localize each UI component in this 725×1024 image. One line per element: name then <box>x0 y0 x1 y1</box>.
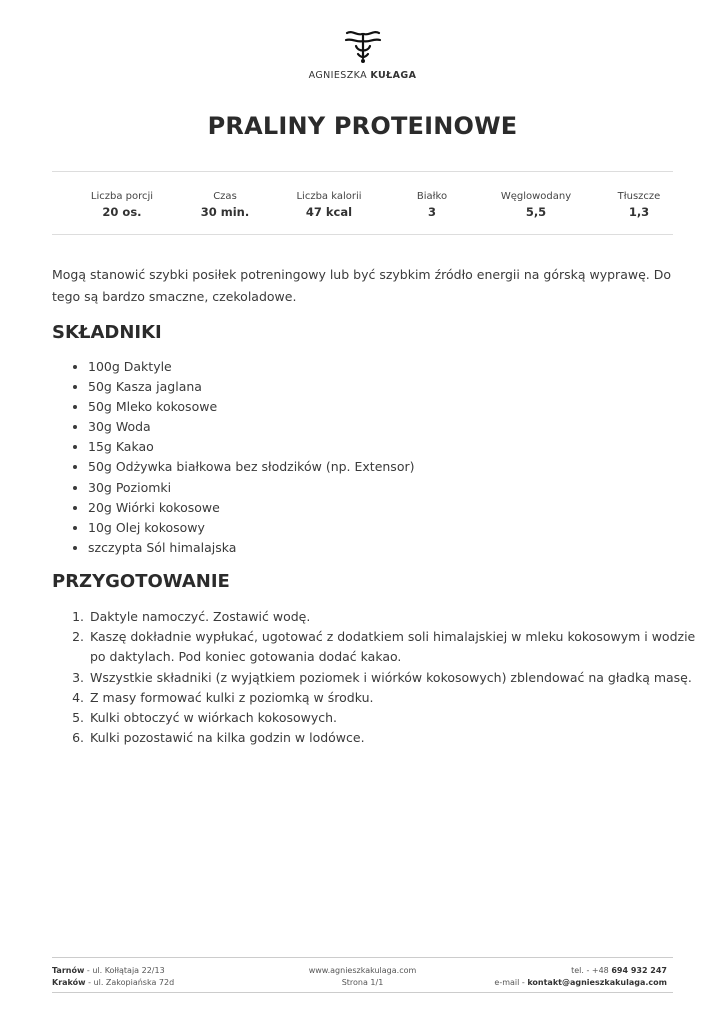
logo-icon <box>343 28 383 64</box>
footer-contact: tel. - +48 694 932 247 e-mail - kontakt@agnieszkakulaga.com <box>494 966 667 987</box>
page-number: Strona 1/1 <box>341 977 384 987</box>
recipe-stats <box>52 171 673 235</box>
preparation-steps <box>52 607 713 748</box>
ingredient-item: • 15g Kakao <box>88 437 713 457</box>
footer-addresses: Tarnów - ul. Kołłątaja 22/13 Kraków - ul. Zakopiańska 72d <box>52 966 175 987</box>
ingredient-item: • 30g Poziomki <box>88 478 713 498</box>
phone-link[interactable]: 694 932 247 <box>611 966 667 975</box>
page-title: PRALINY PROTEINOWE <box>207 112 518 140</box>
ingredient-item: • szczypta Sól himalajska <box>88 538 713 558</box>
preparation-heading: PRZYGOTOWANIE <box>52 571 230 592</box>
stat-carbs: Węglowodany 5,5 <box>500 191 572 219</box>
stat-calories: Liczba kalorii 47 kcal <box>296 191 362 219</box>
page-footer <box>52 957 673 993</box>
preparation-step: 3. Wszystkie składniki (z wyjątkiem poziomek i wiórków kokosowych) zblendować na gładką masę. <box>88 668 713 688</box>
preparation-step: 6. Kulki pozostawić na kilka godzin w lodówce. <box>88 728 713 748</box>
preparation-step: 1. Daktyle namoczyć. Zostawić wodę. <box>88 607 713 627</box>
preparation-step: 5. Kulki obtoczyć w wiórkach kokosowych. <box>88 708 713 728</box>
ingredient-item: • 50g Mleko kokosowe <box>88 397 713 417</box>
stat-time: Czas 30 min. <box>200 191 250 219</box>
ingredients-list <box>52 357 713 558</box>
ingredient-item: • 50g Odżywka białkowa bez słodzików (np. Extensor) <box>88 457 713 477</box>
stat-fat: Tłuszcze 1,3 <box>617 191 661 219</box>
ingredient-item: • 10g Olej kokosowy <box>88 518 713 538</box>
ingredients-heading: SKŁADNIKI <box>52 322 162 343</box>
email-link[interactable]: kontakt@agnieszkakulaga.com <box>527 977 667 987</box>
website-link[interactable]: www.agnieszkakulaga.com <box>308 966 417 975</box>
ingredient-item: • 50g Kasza jaglana <box>88 377 713 397</box>
intro-text: Mogą stanowić szybki posiłek potreningowy lub być szybkim źródło energii na górską wyprawę. Do tego są bardzo smaczne, czekoladowe. <box>52 267 671 304</box>
preparation-step: 4. Z masy formować kulki z poziomką w środku. <box>88 688 713 708</box>
stat-protein: Białko 3 <box>416 191 448 219</box>
stat-portions: Liczba porcji 20 os. <box>90 191 154 219</box>
brand-name: AGNIESZKA KUŁAGA <box>308 70 417 81</box>
preparation-step: 2. Kaszę dokładnie wypłukać, ugotować z dodatkiem soli himalajskiej w mleku kokosowym i wodzie po daktylach. Pod koniec gotowania dodać kakao. <box>88 627 713 667</box>
ingredient-item: • 20g Wiórki kokosowe <box>88 498 713 518</box>
header-logo <box>0 28 725 81</box>
ingredient-item: • 30g Woda <box>88 417 713 437</box>
ingredient-item: • 100g Daktyle <box>88 357 713 377</box>
